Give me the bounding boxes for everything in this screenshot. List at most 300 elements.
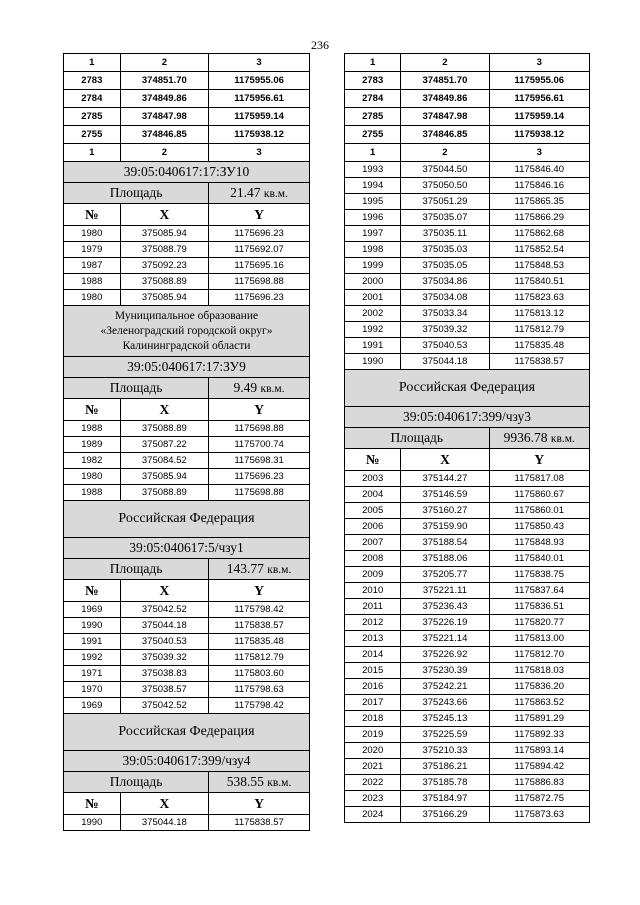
y-coordinate-cell: 1175846.40 bbox=[489, 162, 589, 178]
point-number-cell: № bbox=[64, 399, 121, 421]
carried-row bbox=[345, 72, 590, 90]
municipality-row bbox=[64, 306, 310, 357]
area-value-cell bbox=[209, 559, 310, 580]
table-row bbox=[345, 807, 590, 823]
point-number-cell: 1992 bbox=[64, 650, 121, 666]
point-number-cell: 1990 bbox=[64, 618, 121, 634]
section-heading: Российская Федерация bbox=[345, 370, 590, 407]
y-coordinate-cell: 1175836.20 bbox=[489, 679, 589, 695]
cadastral-number-row bbox=[64, 538, 310, 559]
table-row bbox=[64, 437, 310, 453]
area-value: 9936.78 bbox=[503, 430, 548, 445]
area-value-cell bbox=[209, 772, 310, 793]
x-coordinate-cell: 375044.50 bbox=[401, 162, 489, 178]
carried-row bbox=[345, 126, 590, 144]
table-row bbox=[345, 194, 590, 210]
point-number-cell: 2019 bbox=[345, 727, 401, 743]
cadastral-number: 39:05:040617:17:ЗУ9 bbox=[64, 357, 310, 378]
page-number: 236 bbox=[311, 38, 329, 52]
point-number-cell: 1 bbox=[64, 54, 121, 72]
area-value: 538.55 bbox=[226, 774, 264, 789]
table-row bbox=[64, 602, 310, 618]
point-number-cell: 2785 bbox=[64, 108, 121, 126]
x-coordinate-cell: 375042.52 bbox=[120, 698, 209, 714]
carried-row bbox=[64, 90, 310, 108]
area-label: Площадь bbox=[64, 183, 209, 204]
y-coordinate-cell: 1175938.12 bbox=[209, 126, 310, 144]
point-number-cell: 1988 bbox=[64, 485, 121, 501]
table-row bbox=[345, 290, 590, 306]
table-row bbox=[345, 338, 590, 354]
x-coordinate-cell: 375085.94 bbox=[120, 290, 209, 306]
table-row bbox=[345, 226, 590, 242]
x-coordinate-cell: 375088.89 bbox=[120, 421, 209, 437]
table-row bbox=[345, 679, 590, 695]
point-number-cell: 1 bbox=[345, 54, 401, 72]
y-coordinate-cell: 1175836.51 bbox=[489, 599, 589, 615]
y-coordinate-cell: 1175812.79 bbox=[209, 650, 310, 666]
y-coordinate-cell: 1175852.54 bbox=[489, 242, 589, 258]
y-coordinate-cell: 3 bbox=[209, 144, 310, 162]
y-coordinate-cell: 1175892.33 bbox=[489, 727, 589, 743]
point-number-cell: 1969 bbox=[64, 602, 121, 618]
x-coordinate-cell: 375144.27 bbox=[401, 471, 489, 487]
cadastral-number-row bbox=[64, 162, 310, 183]
x-coordinate-cell: 375205.77 bbox=[401, 567, 489, 583]
point-number-cell: 2000 bbox=[345, 274, 401, 290]
table-row bbox=[64, 274, 310, 290]
y-coordinate-cell: 1175860.01 bbox=[489, 503, 589, 519]
point-number-cell: 1997 bbox=[345, 226, 401, 242]
point-number-cell: 2020 bbox=[345, 743, 401, 759]
point-number-cell: 2024 bbox=[345, 807, 401, 823]
table-row bbox=[345, 759, 590, 775]
x-coordinate-cell: X bbox=[120, 399, 209, 421]
x-coordinate-cell: 374849.86 bbox=[120, 90, 209, 108]
y-coordinate-cell: 1175798.42 bbox=[209, 602, 310, 618]
column-number-header bbox=[64, 144, 310, 162]
table-row bbox=[345, 322, 590, 338]
x-coordinate-cell: 375188.06 bbox=[401, 551, 489, 567]
x-coordinate-cell: 374851.70 bbox=[401, 72, 489, 90]
point-number-cell: 2010 bbox=[345, 583, 401, 599]
point-number-cell: 1991 bbox=[345, 338, 401, 354]
table-row bbox=[345, 306, 590, 322]
point-number-cell: 2011 bbox=[345, 599, 401, 615]
x-coordinate-cell: 375040.53 bbox=[120, 634, 209, 650]
point-number-cell: 2022 bbox=[345, 775, 401, 791]
y-coordinate-cell: 1175696.23 bbox=[209, 226, 310, 242]
x-coordinate-cell: 2 bbox=[401, 54, 489, 72]
y-coordinate-cell: 1175956.61 bbox=[489, 90, 589, 108]
point-number-cell: 1999 bbox=[345, 258, 401, 274]
x-coordinate-cell: 375185.78 bbox=[401, 775, 489, 791]
area-unit: кв.м. bbox=[263, 188, 288, 200]
cadastral-number: 39:05:040617:399/чзу4 bbox=[64, 751, 310, 772]
x-coordinate-cell: 375146.59 bbox=[401, 487, 489, 503]
table-row bbox=[345, 583, 590, 599]
y-coordinate-cell: 1175893.14 bbox=[489, 743, 589, 759]
y-coordinate-cell: 1175860.67 bbox=[489, 487, 589, 503]
x-coordinate-cell: 375226.92 bbox=[401, 647, 489, 663]
point-number-cell: № bbox=[64, 204, 121, 226]
x-coordinate-cell: 375166.29 bbox=[401, 807, 489, 823]
y-coordinate-cell: 1175955.06 bbox=[209, 72, 310, 90]
carried-row bbox=[64, 126, 310, 144]
y-coordinate-cell: 1175698.88 bbox=[209, 274, 310, 290]
point-number-cell: 2017 bbox=[345, 695, 401, 711]
point-number-cell: 2018 bbox=[345, 711, 401, 727]
point-number-cell: № bbox=[64, 793, 121, 815]
x-coordinate-cell: 375225.59 bbox=[401, 727, 489, 743]
y-coordinate-cell: 1175835.48 bbox=[489, 338, 589, 354]
area-unit: кв.м. bbox=[267, 564, 292, 576]
table-row bbox=[64, 650, 310, 666]
x-coordinate-cell: 375085.94 bbox=[120, 469, 209, 485]
x-coordinate-cell: 374847.98 bbox=[120, 108, 209, 126]
y-coordinate-cell: 1175846.16 bbox=[489, 178, 589, 194]
point-number-cell: 2004 bbox=[345, 487, 401, 503]
x-coordinate-cell: 375051.29 bbox=[401, 194, 489, 210]
table-row bbox=[345, 775, 590, 791]
y-coordinate-cell: 1175938.12 bbox=[489, 126, 589, 144]
y-coordinate-cell: 1175798.42 bbox=[209, 698, 310, 714]
table-row bbox=[345, 551, 590, 567]
y-coordinate-cell: 1175838.75 bbox=[489, 567, 589, 583]
y-coordinate-cell: 1175817.08 bbox=[489, 471, 589, 487]
area-label: Площадь bbox=[64, 772, 209, 793]
x-coordinate-cell: 375088.89 bbox=[120, 274, 209, 290]
x-coordinate-cell: X bbox=[120, 580, 209, 602]
x-coordinate-cell: 375034.86 bbox=[401, 274, 489, 290]
y-coordinate-cell: 1175850.43 bbox=[489, 519, 589, 535]
table-row bbox=[64, 421, 310, 437]
carried-row bbox=[64, 72, 310, 90]
y-coordinate-cell: 1175692.07 bbox=[209, 242, 310, 258]
point-number-cell: 1989 bbox=[64, 437, 121, 453]
section-heading: Российская Федерация bbox=[64, 501, 310, 538]
x-coordinate-cell: X bbox=[120, 793, 209, 815]
table-row bbox=[345, 274, 590, 290]
table-row bbox=[345, 258, 590, 274]
point-number-cell: 2006 bbox=[345, 519, 401, 535]
section-heading: Российская Федерация bbox=[64, 714, 310, 751]
x-coordinate-cell: 375050.50 bbox=[401, 178, 489, 194]
point-number-cell: № bbox=[345, 449, 401, 471]
y-coordinate-cell: 3 bbox=[209, 54, 310, 72]
point-number-cell: 1987 bbox=[64, 258, 121, 274]
x-coordinate-cell: 375033.34 bbox=[401, 306, 489, 322]
area-row bbox=[64, 559, 310, 580]
y-coordinate-cell: 1175823.63 bbox=[489, 290, 589, 306]
x-coordinate-cell: 375035.05 bbox=[401, 258, 489, 274]
x-coordinate-cell: 374846.85 bbox=[120, 126, 209, 144]
table-row bbox=[345, 503, 590, 519]
x-coordinate-cell: 375087.22 bbox=[120, 437, 209, 453]
table-row bbox=[345, 242, 590, 258]
x-coordinate-cell: 375040.53 bbox=[401, 338, 489, 354]
point-number-cell: 2001 bbox=[345, 290, 401, 306]
y-coordinate-cell: 1175820.77 bbox=[489, 615, 589, 631]
left-coordinates-column bbox=[63, 53, 310, 831]
y-coordinate-cell: Y bbox=[209, 204, 310, 226]
area-value: 143.77 bbox=[226, 561, 264, 576]
y-coordinate-cell: 1175813.12 bbox=[489, 306, 589, 322]
y-coordinate-cell: 1175866.29 bbox=[489, 210, 589, 226]
x-coordinate-cell: X bbox=[120, 204, 209, 226]
y-coordinate-cell: 1175835.48 bbox=[209, 634, 310, 650]
x-coordinate-cell: 375035.03 bbox=[401, 242, 489, 258]
x-coordinate-cell: 374851.70 bbox=[120, 72, 209, 90]
x-coordinate-cell: X bbox=[401, 449, 489, 471]
y-coordinate-cell: 1175818.03 bbox=[489, 663, 589, 679]
municipality-line: Калининградской области bbox=[122, 339, 251, 352]
area-unit: кв.м. bbox=[260, 383, 285, 395]
x-coordinate-cell: 375088.89 bbox=[120, 485, 209, 501]
y-coordinate-cell: 1175959.14 bbox=[209, 108, 310, 126]
x-coordinate-cell: 374849.86 bbox=[401, 90, 489, 108]
table-row bbox=[345, 727, 590, 743]
x-coordinate-cell: 375035.07 bbox=[401, 210, 489, 226]
municipality-line: «Зеленоградский городской округ» bbox=[100, 324, 273, 337]
x-coordinate-cell: 375236.43 bbox=[401, 599, 489, 615]
x-coordinate-cell: 2 bbox=[401, 144, 489, 162]
y-coordinate-cell: 1175803.60 bbox=[209, 666, 310, 682]
point-number-cell: 2003 bbox=[345, 471, 401, 487]
point-number-cell: 2016 bbox=[345, 679, 401, 695]
municipality-line: Муниципальное образование bbox=[114, 309, 259, 322]
point-number-cell: 2012 bbox=[345, 615, 401, 631]
cadastral-number-row bbox=[345, 407, 590, 428]
cadastral-number: 39:05:040617:5/чзу1 bbox=[64, 538, 310, 559]
x-coordinate-cell: 375210.33 bbox=[401, 743, 489, 759]
point-number-cell: 2755 bbox=[64, 126, 121, 144]
x-coordinate-cell: 375226.19 bbox=[401, 615, 489, 631]
axis-header-row bbox=[345, 449, 590, 471]
y-coordinate-cell: 1175812.79 bbox=[489, 322, 589, 338]
y-coordinate-cell: 1175955.06 bbox=[489, 72, 589, 90]
x-coordinate-cell: 375034.08 bbox=[401, 290, 489, 306]
table-row bbox=[345, 711, 590, 727]
x-coordinate-cell: 375230.39 bbox=[401, 663, 489, 679]
cadastral-number-row bbox=[64, 751, 310, 772]
carried-row bbox=[345, 108, 590, 126]
x-coordinate-cell: 375042.52 bbox=[120, 602, 209, 618]
area-label: Площадь bbox=[64, 559, 209, 580]
section-heading-row bbox=[64, 501, 310, 538]
y-coordinate-cell: 1175838.57 bbox=[489, 354, 589, 370]
point-number-cell: 1990 bbox=[345, 354, 401, 370]
x-coordinate-cell: 375038.57 bbox=[120, 682, 209, 698]
area-value: 21.47 bbox=[230, 185, 261, 200]
point-number-cell: 1970 bbox=[64, 682, 121, 698]
table-row bbox=[345, 567, 590, 583]
x-coordinate-cell: 375186.21 bbox=[401, 759, 489, 775]
section-heading-row bbox=[345, 370, 590, 407]
table-row bbox=[345, 631, 590, 647]
cadastral-number-row bbox=[64, 357, 310, 378]
column-number-header bbox=[345, 144, 590, 162]
table-row bbox=[345, 178, 590, 194]
axis-header-row bbox=[64, 793, 310, 815]
municipality-heading bbox=[64, 306, 310, 357]
y-coordinate-cell: 1175698.31 bbox=[209, 453, 310, 469]
y-coordinate-cell: 1175838.57 bbox=[209, 618, 310, 634]
table-row bbox=[345, 743, 590, 759]
carried-row bbox=[64, 108, 310, 126]
x-coordinate-cell: 2 bbox=[120, 54, 209, 72]
point-number-cell: 1992 bbox=[345, 322, 401, 338]
y-coordinate-cell: 1175956.61 bbox=[209, 90, 310, 108]
point-number-cell: 2014 bbox=[345, 647, 401, 663]
x-coordinate-cell: 375084.52 bbox=[120, 453, 209, 469]
column-number-header bbox=[64, 54, 310, 72]
y-coordinate-cell: 1175840.01 bbox=[489, 551, 589, 567]
right-coordinates-column bbox=[344, 53, 590, 823]
x-coordinate-cell: 375188.54 bbox=[401, 535, 489, 551]
area-row bbox=[64, 378, 310, 399]
point-number-cell: 1 bbox=[345, 144, 401, 162]
point-number-cell: 2784 bbox=[345, 90, 401, 108]
table-row bbox=[345, 471, 590, 487]
x-coordinate-cell: 375044.18 bbox=[401, 354, 489, 370]
x-coordinate-cell: 375035.11 bbox=[401, 226, 489, 242]
y-coordinate-cell: 1175700.74 bbox=[209, 437, 310, 453]
y-coordinate-cell: 3 bbox=[489, 144, 589, 162]
point-number-cell: 1 bbox=[64, 144, 121, 162]
axis-header-row bbox=[64, 399, 310, 421]
x-coordinate-cell: 2 bbox=[120, 144, 209, 162]
table-row bbox=[64, 469, 310, 485]
x-coordinate-cell: 375044.18 bbox=[120, 618, 209, 634]
point-number-cell: 1969 bbox=[64, 698, 121, 714]
y-coordinate-cell: 1175959.14 bbox=[489, 108, 589, 126]
point-number-cell: 1971 bbox=[64, 666, 121, 682]
area-row bbox=[64, 772, 310, 793]
table-row bbox=[345, 354, 590, 370]
y-coordinate-cell: 1175696.23 bbox=[209, 290, 310, 306]
table-row bbox=[64, 258, 310, 274]
y-coordinate-cell: 1175838.57 bbox=[209, 815, 310, 831]
x-coordinate-cell: 375038.83 bbox=[120, 666, 209, 682]
table-row bbox=[64, 666, 310, 682]
table-row bbox=[64, 453, 310, 469]
x-coordinate-cell: 375088.79 bbox=[120, 242, 209, 258]
y-coordinate-cell: 1175863.52 bbox=[489, 695, 589, 711]
table-row bbox=[345, 599, 590, 615]
point-number-cell: 2783 bbox=[64, 72, 121, 90]
x-coordinate-cell: 375245.13 bbox=[401, 711, 489, 727]
table-row bbox=[345, 487, 590, 503]
table-row bbox=[64, 618, 310, 634]
x-coordinate-cell: 375092.23 bbox=[120, 258, 209, 274]
table-row bbox=[64, 290, 310, 306]
x-coordinate-cell: 375221.14 bbox=[401, 631, 489, 647]
y-coordinate-cell: 3 bbox=[489, 54, 589, 72]
carried-row bbox=[345, 90, 590, 108]
point-number-cell: 1993 bbox=[345, 162, 401, 178]
point-number-cell: 1979 bbox=[64, 242, 121, 258]
point-number-cell: 2021 bbox=[345, 759, 401, 775]
x-coordinate-cell: 375160.27 bbox=[401, 503, 489, 519]
point-number-cell: № bbox=[64, 580, 121, 602]
table-row bbox=[64, 226, 310, 242]
point-number-cell: 2002 bbox=[345, 306, 401, 322]
y-coordinate-cell: 1175837.64 bbox=[489, 583, 589, 599]
area-unit: кв.м. bbox=[550, 433, 575, 445]
point-number-cell: 2013 bbox=[345, 631, 401, 647]
x-coordinate-cell: 375044.18 bbox=[120, 815, 209, 831]
point-number-cell: 1990 bbox=[64, 815, 121, 831]
point-number-cell: 1994 bbox=[345, 178, 401, 194]
table-row bbox=[64, 242, 310, 258]
point-number-cell: 1988 bbox=[64, 421, 121, 437]
y-coordinate-cell: 1175894.42 bbox=[489, 759, 589, 775]
point-number-cell: 2785 bbox=[345, 108, 401, 126]
area-value-cell bbox=[489, 428, 589, 449]
x-coordinate-cell: 375221.11 bbox=[401, 583, 489, 599]
table-row bbox=[345, 695, 590, 711]
y-coordinate-cell: 1175886.83 bbox=[489, 775, 589, 791]
table-row bbox=[345, 647, 590, 663]
point-number-cell: 2023 bbox=[345, 791, 401, 807]
y-coordinate-cell: 1175840.51 bbox=[489, 274, 589, 290]
point-number-cell: 1998 bbox=[345, 242, 401, 258]
y-coordinate-cell: Y bbox=[209, 580, 310, 602]
y-coordinate-cell: 1175848.93 bbox=[489, 535, 589, 551]
area-label: Площадь bbox=[64, 378, 209, 399]
point-number-cell: 2008 bbox=[345, 551, 401, 567]
point-number-cell: 1991 bbox=[64, 634, 121, 650]
point-number-cell: 2005 bbox=[345, 503, 401, 519]
point-number-cell: 1988 bbox=[64, 274, 121, 290]
cadastral-number: 39:05:040617:17:ЗУ10 bbox=[64, 162, 310, 183]
y-coordinate-cell: Y bbox=[209, 399, 310, 421]
y-coordinate-cell: 1175695.16 bbox=[209, 258, 310, 274]
table-row bbox=[345, 663, 590, 679]
axis-header-row bbox=[64, 580, 310, 602]
table-row bbox=[345, 535, 590, 551]
right-coordinates-table bbox=[344, 53, 590, 823]
point-number-cell: 2783 bbox=[345, 72, 401, 90]
y-coordinate-cell: 1175848.53 bbox=[489, 258, 589, 274]
left-coordinates-table bbox=[63, 53, 310, 831]
x-coordinate-cell: 375085.94 bbox=[120, 226, 209, 242]
table-row bbox=[64, 815, 310, 831]
point-number-cell: 2784 bbox=[64, 90, 121, 108]
y-coordinate-cell: 1175873.63 bbox=[489, 807, 589, 823]
area-row bbox=[64, 183, 310, 204]
x-coordinate-cell: 374846.85 bbox=[401, 126, 489, 144]
area-row bbox=[345, 428, 590, 449]
area-value: 9.49 bbox=[233, 380, 258, 395]
y-coordinate-cell: 1175698.88 bbox=[209, 421, 310, 437]
point-number-cell: 2007 bbox=[345, 535, 401, 551]
y-coordinate-cell: 1175872.75 bbox=[489, 791, 589, 807]
table-row bbox=[345, 791, 590, 807]
point-number-cell: 1982 bbox=[64, 453, 121, 469]
y-coordinate-cell: 1175696.23 bbox=[209, 469, 310, 485]
point-number-cell: 1980 bbox=[64, 226, 121, 242]
point-number-cell: 2755 bbox=[345, 126, 401, 144]
y-coordinate-cell: 1175865.35 bbox=[489, 194, 589, 210]
point-number-cell: 2015 bbox=[345, 663, 401, 679]
table-row bbox=[64, 698, 310, 714]
table-row bbox=[345, 162, 590, 178]
table-row bbox=[345, 210, 590, 226]
point-number-cell: 1995 bbox=[345, 194, 401, 210]
cadastral-number: 39:05:040617:399/чзу3 bbox=[345, 407, 590, 428]
